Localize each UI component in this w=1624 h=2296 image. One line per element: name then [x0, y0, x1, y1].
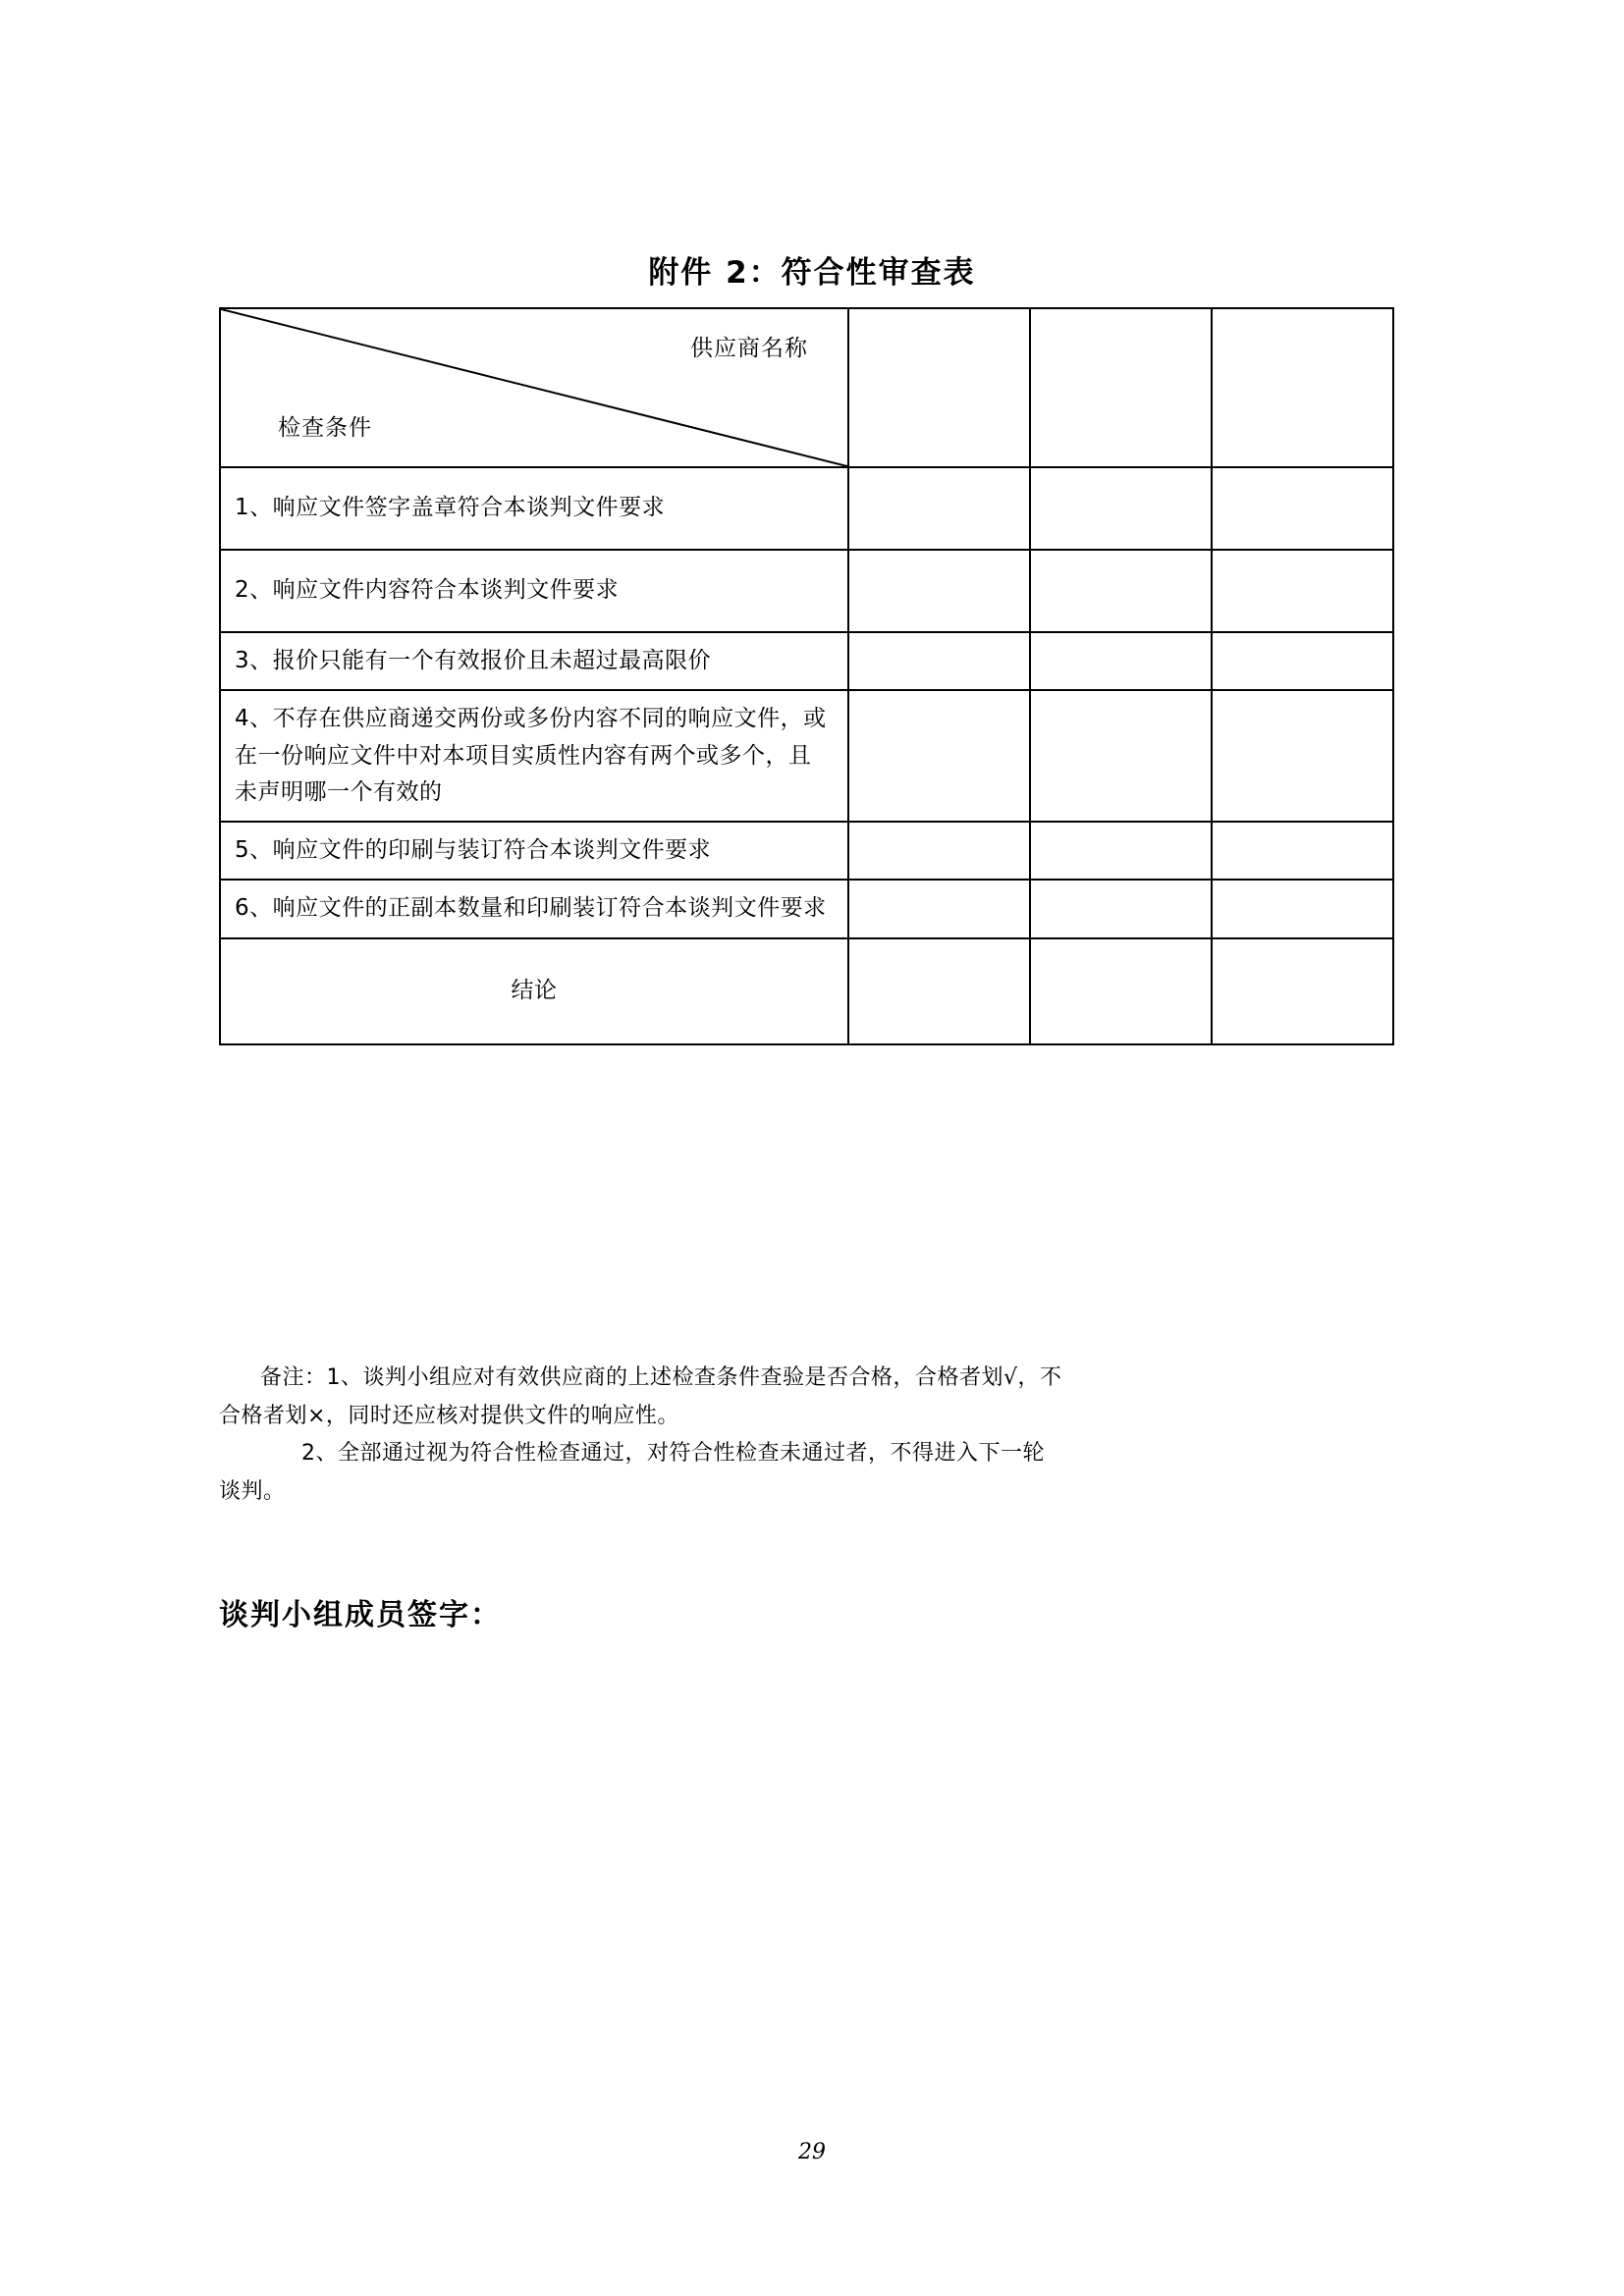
- result-cell-4-3[interactable]: [1212, 690, 1393, 822]
- page-title: 附件 2：符合性审查表: [648, 255, 976, 291]
- supplier-column-1[interactable]: [848, 308, 1030, 467]
- criteria-cell-1: 1、响应文件签字盖章符合本谈判文件要求: [220, 467, 848, 550]
- result-cell-1-2[interactable]: [1030, 467, 1212, 550]
- result-cell-5-2[interactable]: [1030, 822, 1212, 880]
- conclusion-row: [220, 938, 1393, 1044]
- note-line-1: 备注：1、谈判小组应对有效供应商的上述检查条件查验是否合格，合格者划√，不: [260, 1365, 1062, 1390]
- criteria-cell-6: 6、响应文件的正副本数量和印刷装订符合本谈判文件要求: [220, 880, 848, 937]
- conclusion-cell-2[interactable]: [1030, 938, 1212, 1044]
- result-cell-6-3[interactable]: [1212, 880, 1393, 937]
- conclusion-label: 结论: [220, 938, 848, 1044]
- conclusion-cell-3[interactable]: [1212, 938, 1393, 1044]
- result-cell-2-1[interactable]: [848, 550, 1030, 632]
- criteria-cell-5: 5、响应文件的印刷与装订符合本谈判文件要求: [220, 822, 848, 880]
- criteria-cell-4: 4、不存在供应商递交两份或多份内容不同的响应文件，或在一份响应文件中对本项目实质性内容有两个或多个，且未声明哪一个有效的: [220, 690, 848, 822]
- result-cell-1-3[interactable]: [1212, 467, 1393, 550]
- result-cell-4-1[interactable]: [848, 690, 1030, 822]
- result-cell-6-1[interactable]: [848, 880, 1030, 937]
- result-cell-5-1[interactable]: [848, 822, 1030, 880]
- header-diagonal-cell: [220, 308, 848, 467]
- table-header-row: [220, 308, 1393, 467]
- table-row: [220, 822, 1393, 880]
- result-cell-3-3[interactable]: [1212, 632, 1393, 690]
- table-row: [220, 632, 1393, 690]
- table-row: [220, 467, 1393, 550]
- supplier-column-3[interactable]: [1212, 308, 1393, 467]
- table-row: [220, 550, 1393, 632]
- note-line-4: 谈判。: [219, 1478, 286, 1504]
- note-line-3: 2、全部通过视为符合性检查通过，对符合性检查未通过者，不得进入下一轮: [301, 1441, 1045, 1466]
- note-line-2: 合格者划×，同时还应核对提供文件的响应性。: [219, 1403, 679, 1428]
- criteria-label: 检查条件: [278, 414, 372, 441]
- result-cell-6-2[interactable]: [1030, 880, 1212, 937]
- supplier-name-label: 供应商名称: [690, 336, 808, 361]
- criteria-cell-3: 3、报价只能有一个有效报价且未超过最高限价: [220, 632, 848, 690]
- result-cell-4-2[interactable]: [1030, 690, 1212, 822]
- conclusion-cell-1[interactable]: [848, 938, 1030, 1044]
- result-cell-3-2[interactable]: [1030, 632, 1212, 690]
- result-cell-1-1[interactable]: [848, 467, 1030, 550]
- supplier-column-2[interactable]: [1030, 308, 1212, 467]
- table-notes: [219, 1360, 1397, 1511]
- signature-heading: 谈判小组成员签字：: [219, 1598, 502, 1632]
- result-cell-3-1[interactable]: [848, 632, 1030, 690]
- table-row: [220, 880, 1393, 937]
- compliance-review-table: [219, 307, 1394, 1045]
- result-cell-2-2[interactable]: [1030, 550, 1212, 632]
- result-cell-5-3[interactable]: [1212, 822, 1393, 880]
- criteria-cell-2: 2、响应文件内容符合本谈判文件要求: [220, 550, 848, 632]
- result-cell-2-3[interactable]: [1212, 550, 1393, 632]
- table-row: [220, 690, 1393, 822]
- page-number: 29: [798, 2140, 826, 2164]
